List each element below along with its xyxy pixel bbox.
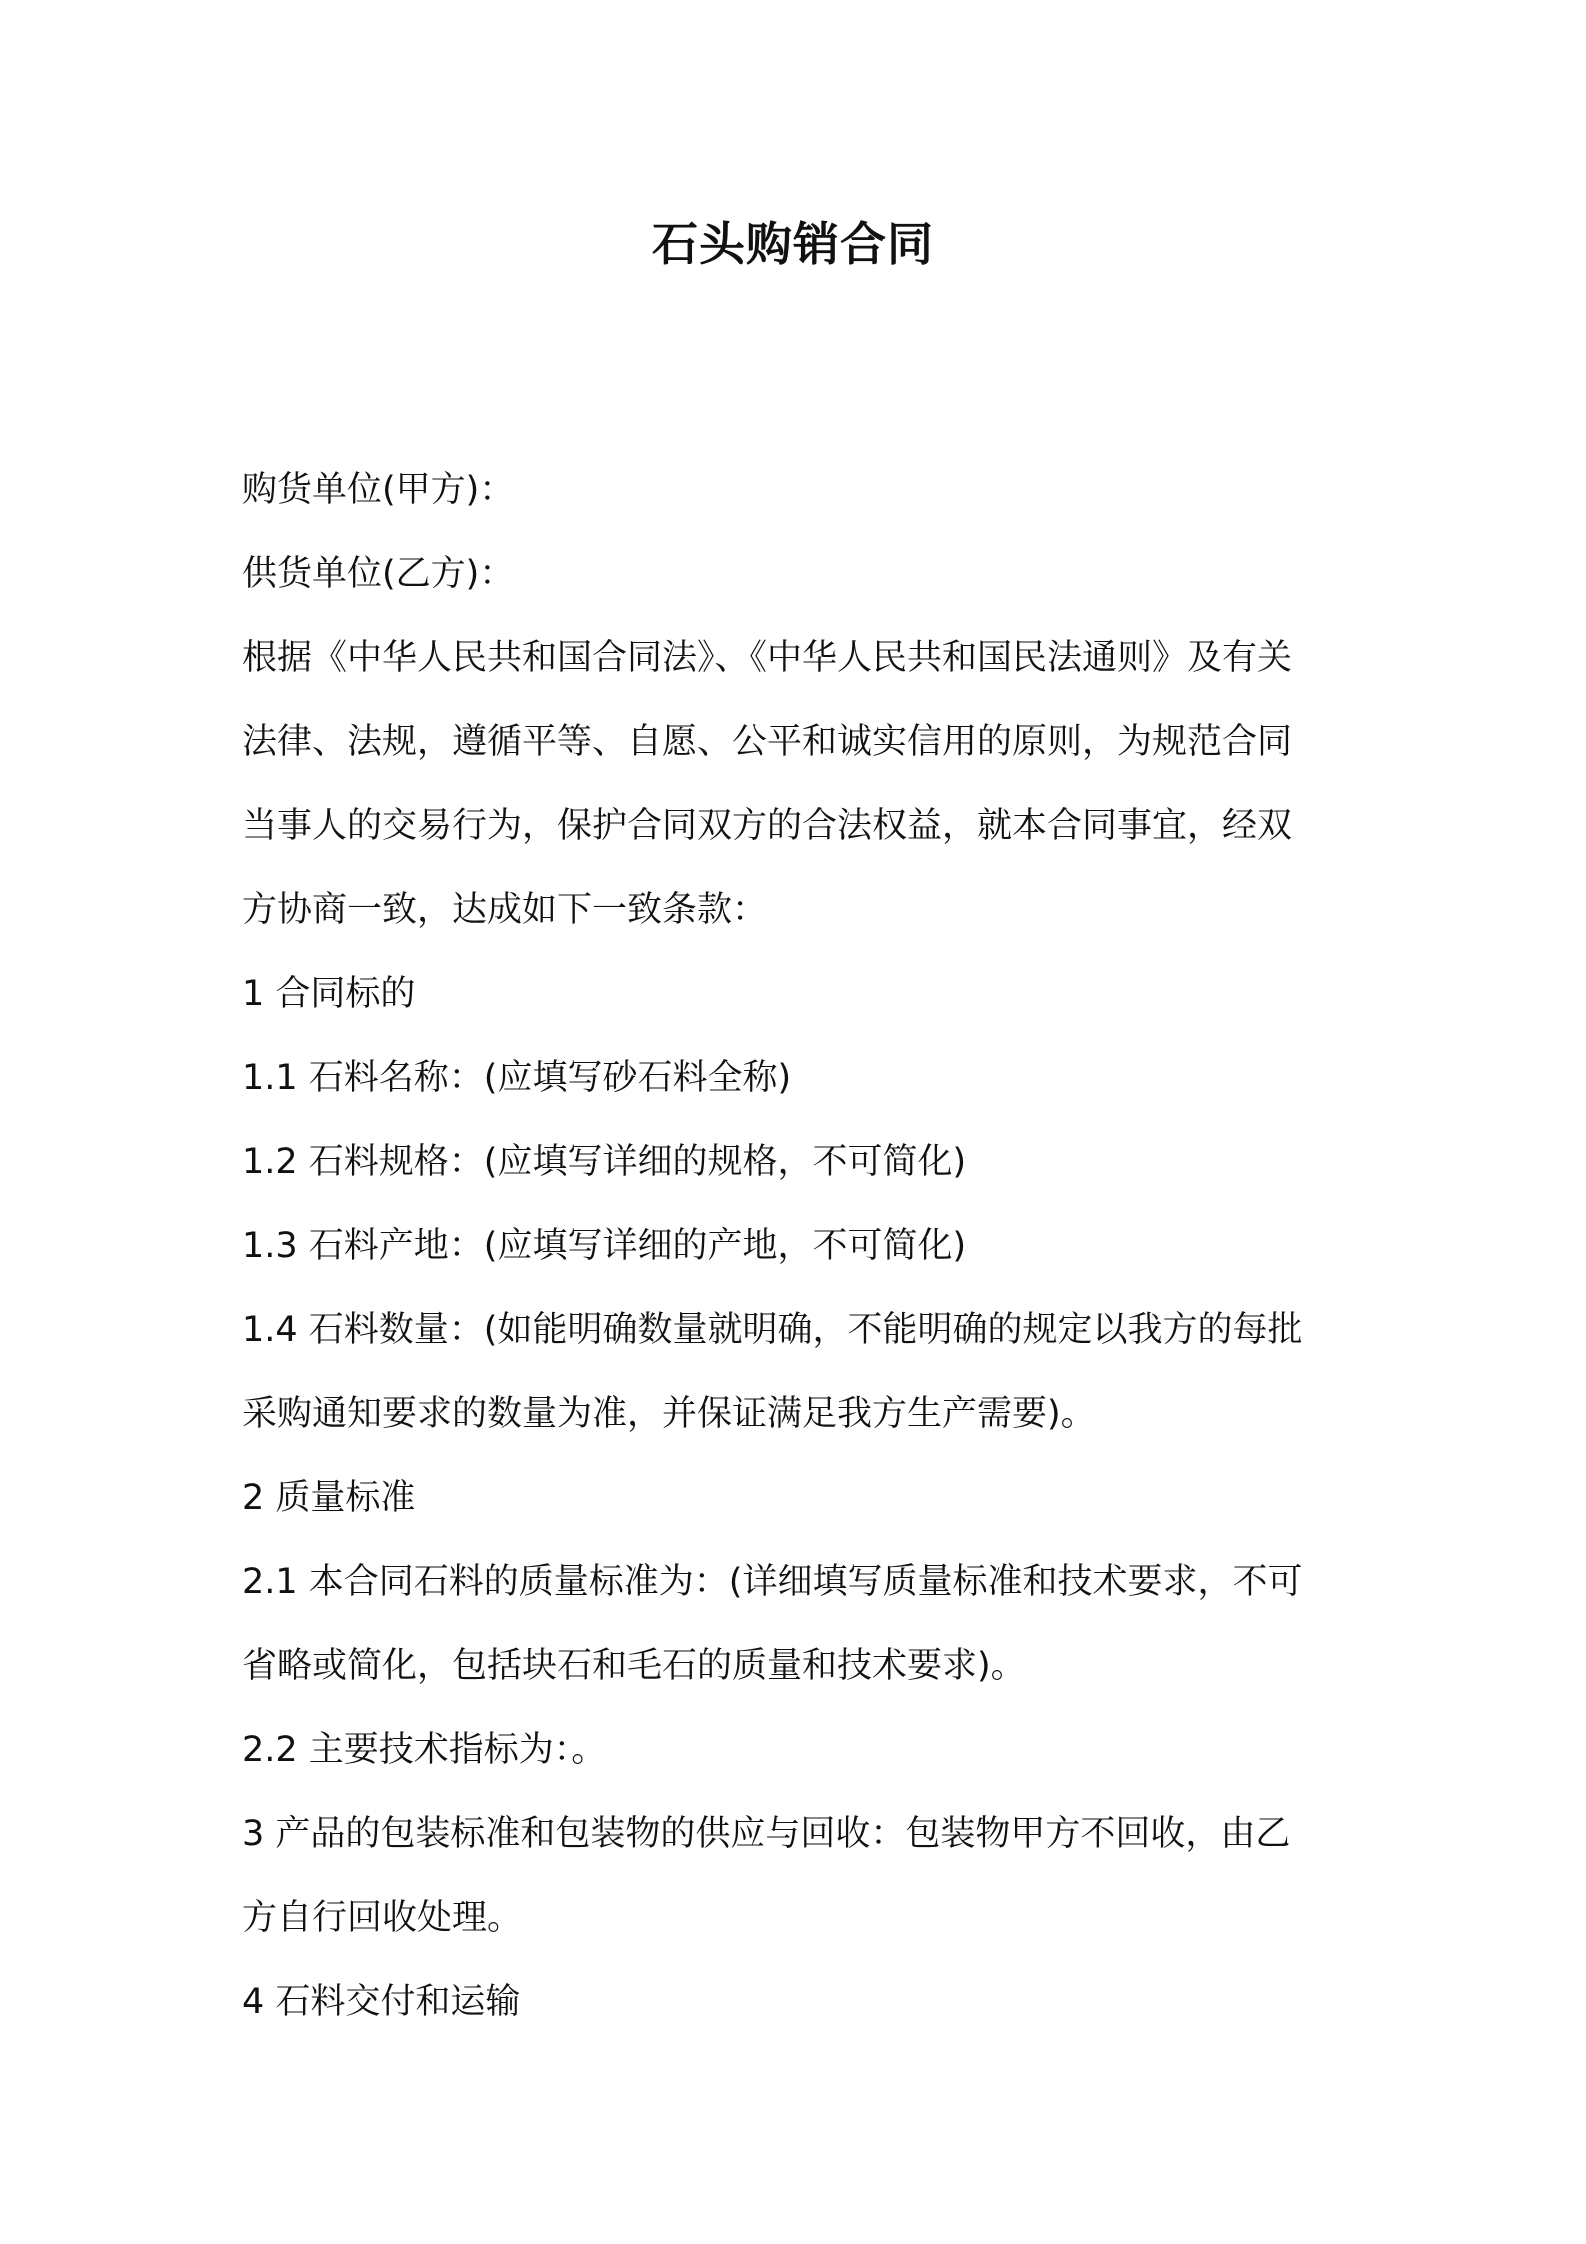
section-2-heading: 2 质量标准 (242, 1478, 416, 1518)
section-3-line-2: 方自行回收处理。 (242, 1898, 523, 1938)
preamble-line-4: 方协商一致，达成如下一致条款： (242, 890, 768, 930)
section-4-heading: 4 石料交付和运输 (242, 1982, 521, 2022)
section-1-heading: 1 合同标的 (242, 974, 416, 1014)
preamble-line-3: 当事人的交易行为，保护合同双方的合法权益，就本合同事宜，经双 (242, 806, 1293, 846)
section-3-line-1: 3 产品的包装标准和包装物的供应与回收：包装物甲方不回收，由乙 (242, 1814, 1291, 1854)
clause-1-3: 1.3 石料产地：(应填写详细的产地，不可简化) (242, 1226, 967, 1266)
buyer-line: 购货单位(甲方)： (242, 470, 515, 510)
clause-1-2: 1.2 石料规格：(应填写详细的规格，不可简化) (242, 1142, 967, 1182)
preamble-line-1: 根据《中华人民共和国合同法》、《中华人民共和国民法通则》及有关 (242, 638, 1293, 678)
clause-1-1: 1.1 石料名称：(应填写砂石料全称) (242, 1058, 792, 1098)
clause-2-1-line-2: 省略或简化，包括块石和毛石的质量和技术要求)。 (242, 1646, 1026, 1686)
clause-2-1-line-1: 2.1 本合同石料的质量标准为：(详细填写质量标准和技术要求，不可 (242, 1562, 1303, 1602)
clause-2-2: 2.2 主要技术指标为：。 (242, 1730, 607, 1770)
preamble-line-2: 法律、法规，遵循平等、自愿、公平和诚实信用的原则，为规范合同 (242, 722, 1293, 762)
clause-1-4-line-1: 1.4 石料数量：(如能明确数量就明确，不能明确的规定以我方的每批 (242, 1310, 1303, 1350)
supplier-line: 供货单位(乙方)： (242, 554, 515, 594)
document-title: 石头购销合同 (652, 217, 934, 271)
document-body (242, 448, 1352, 2044)
clause-1-4-line-2: 采购通知要求的数量为准，并保证满足我方生产需要)。 (242, 1394, 1096, 1434)
